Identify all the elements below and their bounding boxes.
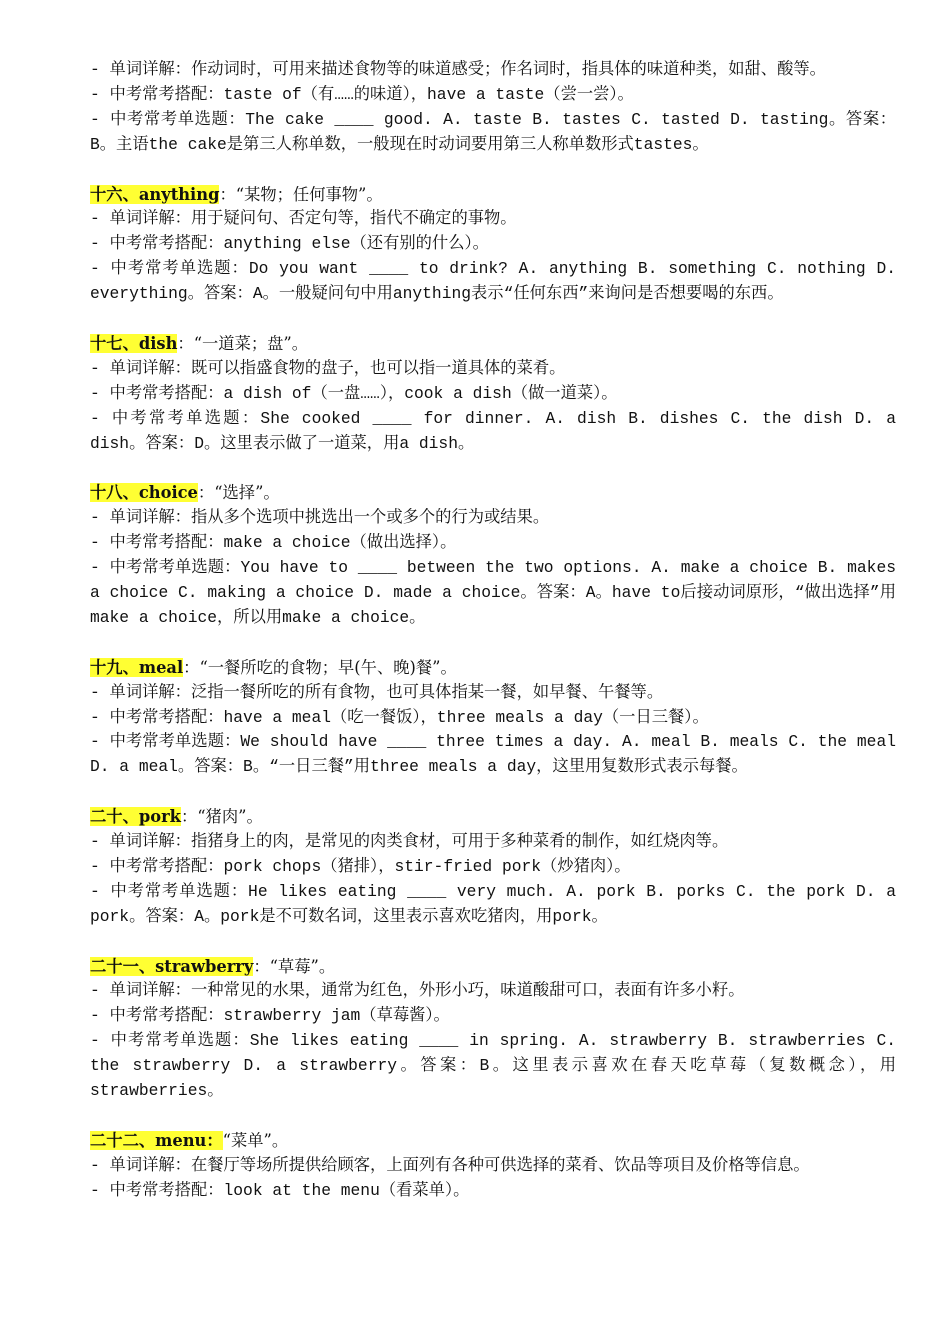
detail-line: - 单词详解：指猪身上的肉，是常见的肉类食材，可用于多种菜肴的制作，如红烧肉等。: [90, 832, 729, 852]
entry-heading: [90, 332, 896, 357]
quiz-line: - 中考常考单选题：Do you want ____ to drink? A. anything B. something C. nothing D. everything。答案：A。一般疑问句中用anything表示“任何东西”来询问是否想要喝的东西。: [90, 259, 896, 304]
detail-line: - 单词详解：用于疑问句、否定句等，指代不确定的事物。: [90, 209, 517, 229]
entry-label-highlight: 二十二、menu：: [90, 1130, 223, 1150]
entry-label-highlight: 十七、dish: [90, 333, 178, 353]
quiz-line: - 中考常考单选题：We should have ____ three times a day. A. meal B. meals C. the meal D. a meal。答案：B。“一日三餐”用three meals a day，这里用复数形式表示每餐。: [90, 732, 896, 777]
collocation-line: - 中考常考搭配：strawberry jam（草莓酱）。: [90, 1006, 450, 1026]
entry-heading: [90, 1129, 896, 1154]
entry-meaning: ：“某物；任何事物”。: [219, 184, 383, 204]
entry-menu: [90, 1129, 896, 1204]
entry-heading: [90, 656, 896, 681]
entry-dish: [90, 332, 896, 457]
quiz-line: - 中考常考单选题：You have to ____ between the two options. A. make a choice B. makes a choice C. making a choice D. made a choice。答案：A。have to后接动词原形，“做出选择”用make a choice，所以用make a choice。: [90, 558, 896, 627]
detail-line: - 单词详解：作动词时，可用来描述食物等的味道感受；作名词时，指具体的味道种类，如甜、酸等。: [90, 60, 826, 79]
collocation-line: - 中考常考搭配：look at the menu（看菜单）。: [90, 1180, 470, 1200]
quiz-line: - 中考常考单选题：She likes eating ____ in spring. A. strawberry B. strawberries C. the strawberry D. a strawberry。答案：B。这里表示喜欢在春天吃草莓（复数概念），用strawberries。: [90, 1031, 896, 1101]
collocation-line: - 中考常考搭配：pork chops（猪排），stir-fried pork（炒猪肉）。: [90, 856, 631, 876]
entry-label-highlight: 十八、choice: [90, 483, 198, 503]
entry-heading: [90, 955, 896, 980]
entry-strawberry: [90, 955, 896, 1104]
entry-label-highlight: 十九、meal: [90, 657, 184, 677]
entry-heading: [90, 481, 896, 506]
collocation-line: - 中考常考搭配：taste of（有……的味道），have a taste（尝一尝）。: [90, 84, 634, 104]
entry-label-highlight: 二十、pork: [90, 807, 181, 827]
collocation-line: - 中考常考搭配：anything else（还有别的什么）。: [90, 234, 489, 254]
entry-meaning: ：“草莓”。: [253, 956, 336, 976]
entry-meaning: ：“一餐所吃的食物；早(午、晚)餐”。: [183, 657, 457, 677]
document-page: [90, 58, 896, 1228]
entry-meaning: ：“猪肉”。: [180, 807, 263, 827]
quiz-line: - 中考常考单选题：He likes eating ____ very much. A. pork B. porks C. the pork D. a pork。答案：A。pork是不可数名词，这里表示喜欢吃猪肉，用pork。: [90, 881, 896, 926]
quiz-line: - 中考常考单选题：The cake ____ good. A. taste B. tastes C. tasted D. tasting。答案：B。主语the cake是第三人称单数，一般现在时动词要用第三人称单数形式tastes。: [90, 109, 896, 154]
entry-meaning: ：“一道菜；盘”。: [177, 333, 309, 353]
entry-choice: [90, 481, 896, 630]
detail-line: - 单词详解：在餐厅等场所提供给顾客，上面列有各种可供选择的菜肴、饮品等项目及价格等信息。: [90, 1155, 810, 1175]
collocation-line: - 中考常考搭配：a dish of（一盘……），cook a dish（做一道菜）。: [90, 383, 618, 403]
collocation-line: - 中考常考搭配：have a meal（吃一餐饭），three meals a day（一日三餐）。: [90, 707, 709, 727]
detail-line: - 单词详解：一种常见的水果，通常为红色，外形小巧，味道酸甜可口，表面有许多小籽。: [90, 981, 745, 1001]
entry-meaning: “菜单”。: [222, 1130, 289, 1150]
entry-meaning: ：“选择”。: [197, 483, 280, 503]
quiz-line: - 中考常考单选题：She cooked ____ for dinner. A. dish B. dishes C. the dish D. a dish。答案：D。这里表示做了一道菜，用a dish。: [90, 408, 896, 453]
entry-meal: [90, 656, 896, 781]
entry-taste-continued: [90, 58, 896, 158]
detail-line: - 单词详解：既可以指盛食物的盘子，也可以指一道具体的菜肴。: [90, 358, 566, 378]
entry-label-highlight: 十六、anything: [90, 184, 220, 204]
entry-label-highlight: 二十一、strawberry: [90, 956, 254, 976]
entry-pork: [90, 805, 896, 930]
entry-anything: [90, 183, 896, 308]
collocation-line: - 中考常考搭配：make a choice（做出选择）。: [90, 533, 457, 553]
entry-heading: [90, 183, 896, 208]
detail-line: - 单词详解：指从多个选项中挑选出一个或多个的行为或结果。: [90, 508, 550, 528]
detail-line: - 单词详解：泛指一餐所吃的所有食物，也可具体指某一餐，如早餐、午餐等。: [90, 682, 664, 702]
entry-heading: [90, 805, 896, 830]
